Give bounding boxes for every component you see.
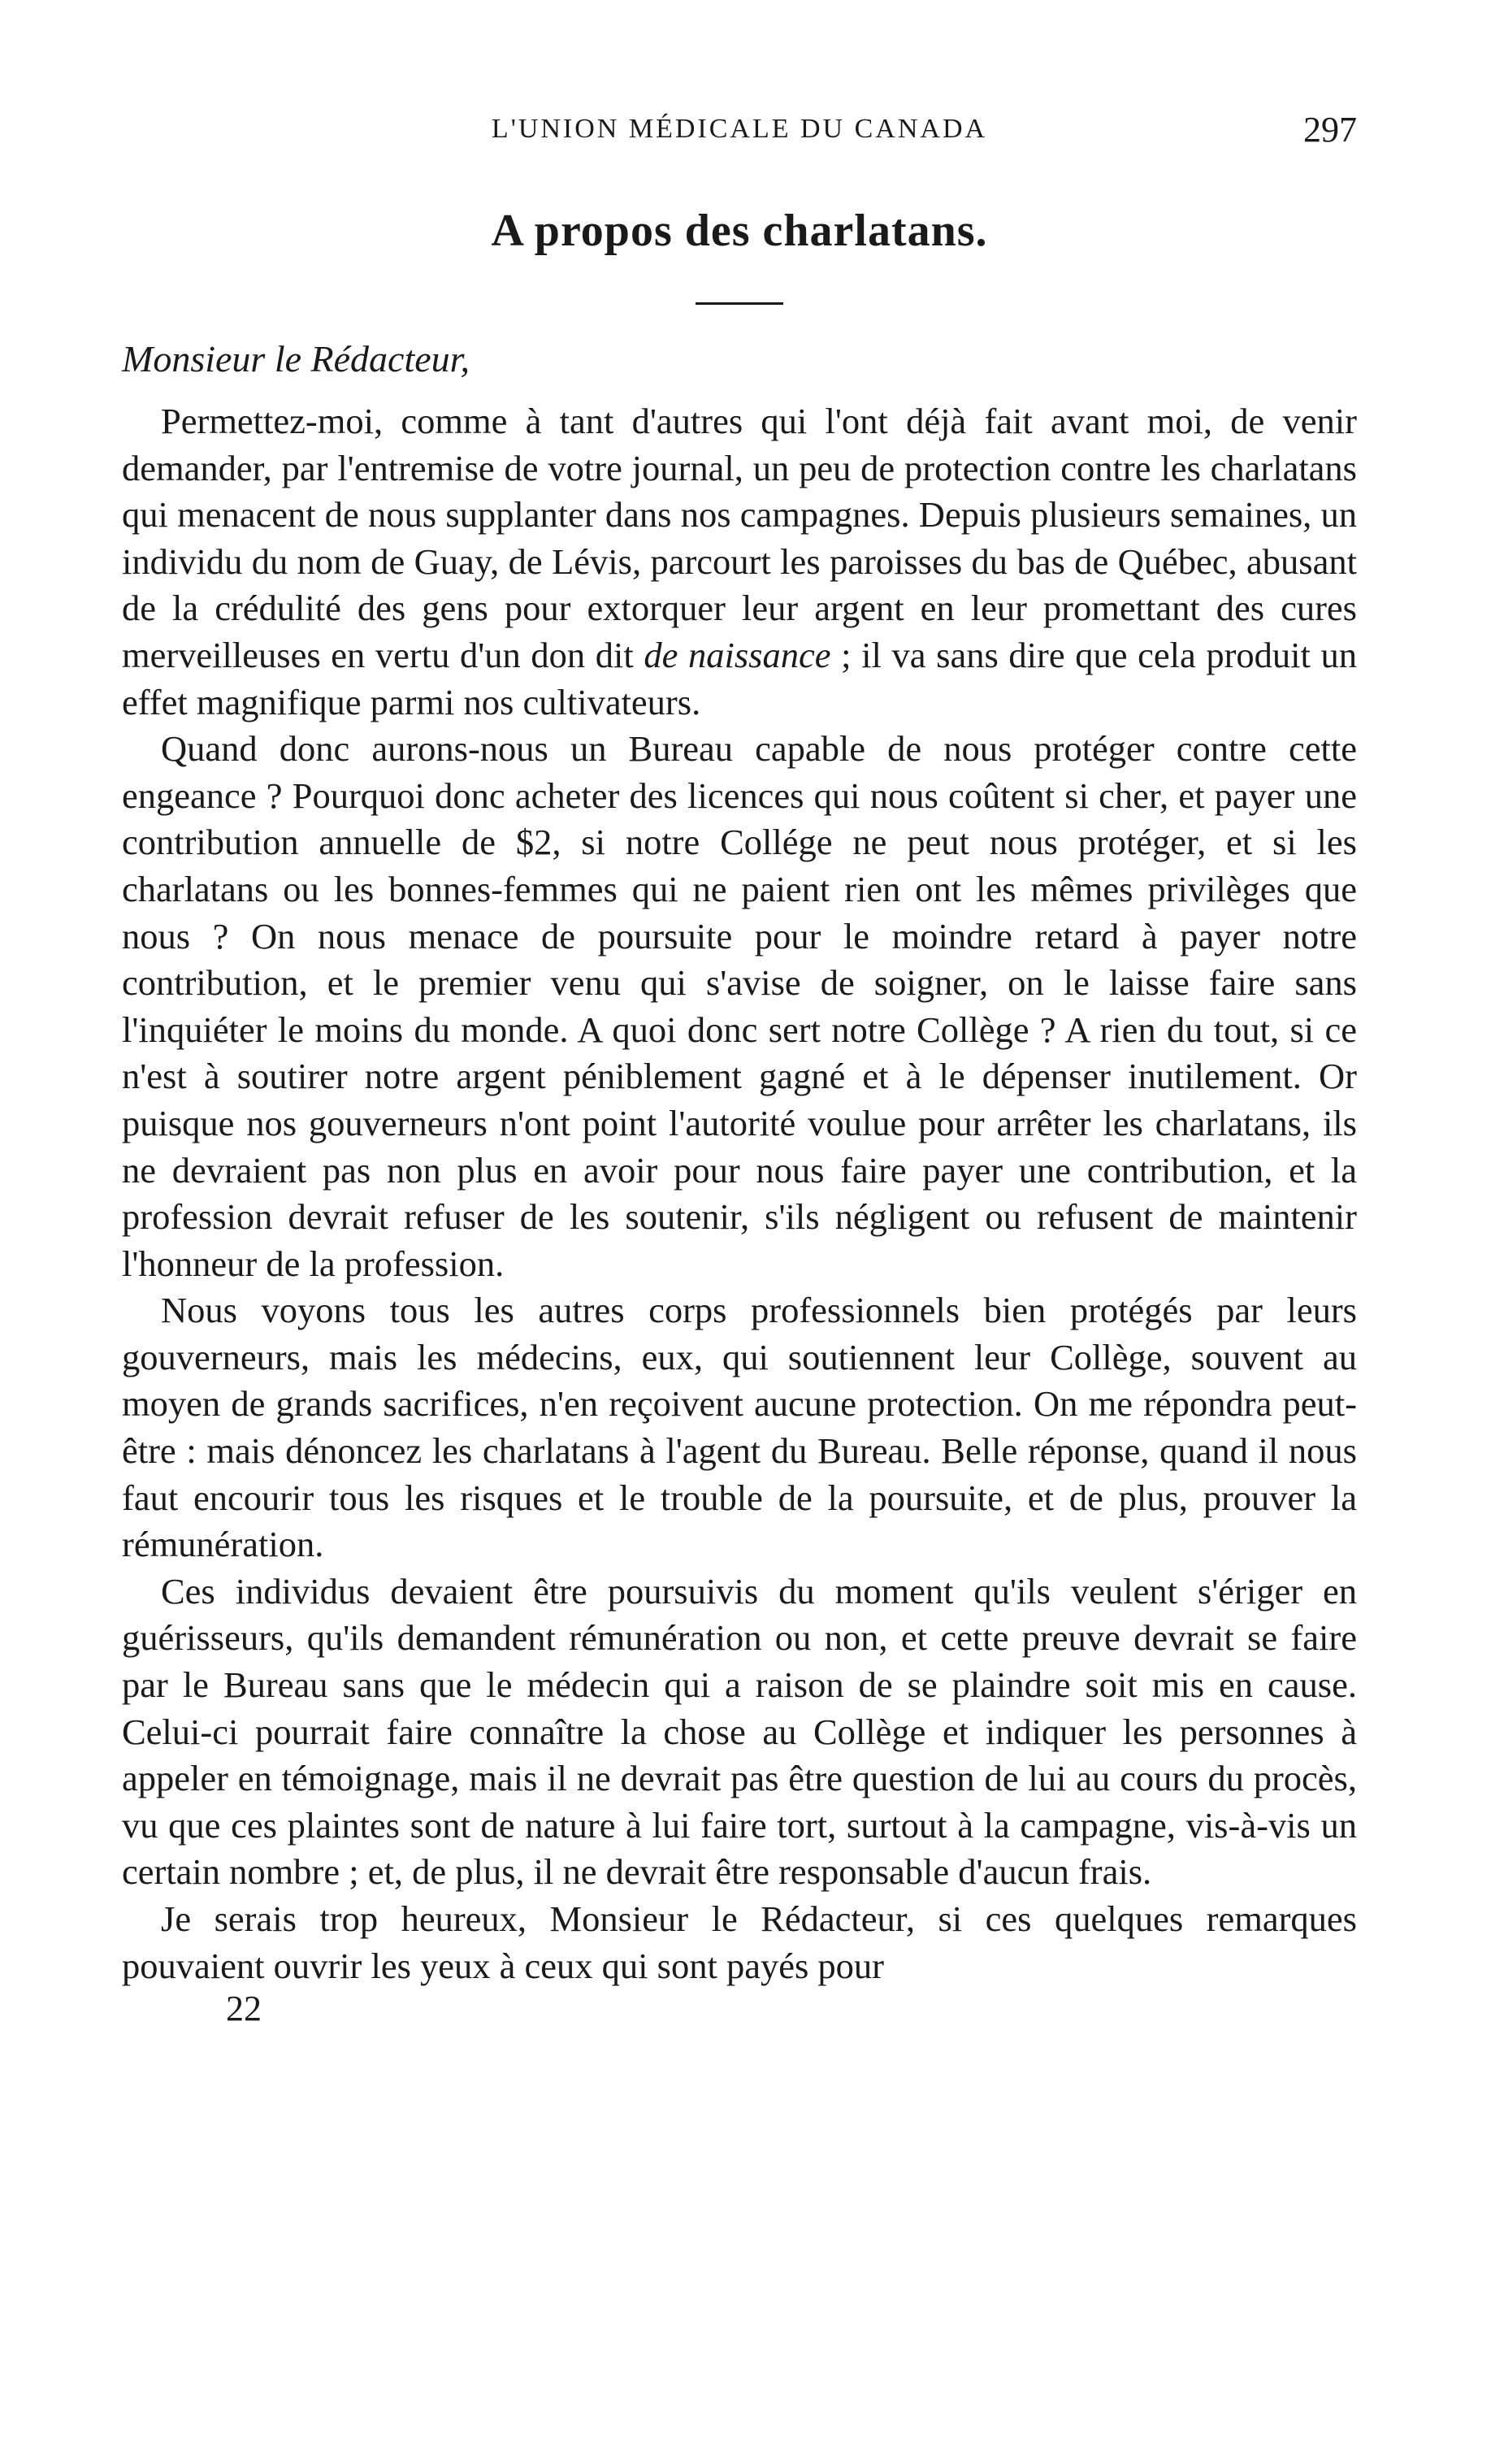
paragraph: Nous voyons tous les autres corps professionnels bien protégés par leurs gouverneurs, mais les médecins, eux, qui soutiennent leur Collège, souvent au moyen de grands sacrifices, n'en reçoivent aucune protection. On me répondra peut-être : mais dénoncez les charlatans à l'agent du Bureau. Belle réponse, quand il nous faut encourir tous les risques et le trouble de la poursuite, et de plus, prouver la rémunération. (122, 1290, 1357, 1565)
page-number: 297 (1303, 110, 1357, 150)
emphasis-text: de naissance (644, 634, 831, 675)
paragraph: Ces individus devaient être poursuivis du moment qu'ils veulent s'ériger en guérisseurs, qu'ils demandent rémunération ou non, et cette preuve devrait se faire par le Bureau sans que le médecin qui a raison de se plaindre soit mis en cause. Celui-ci pourrait faire connaître la chose au Collège et indiquer les personnes à appeler en témoignage, mais il ne devrait pas être question de lui au cours du procès, vu que ces plaintes sont de nature à lui faire tort, surtout à la campagne, vis-à-vis un certain nombre ; et, de plus, il ne devrait être responsable d'aucun frais. (122, 1570, 1357, 1893)
paragraph (122, 398, 1357, 726)
paragraph-text: ; il va sans dire que cela produit un effet magnifique parmi nos cultivateurs. (122, 634, 1358, 722)
salutation: Monsieur le Rédacteur, (122, 338, 470, 380)
paragraph: Je serais trop heureux, Monsieur le Rédacteur, si ces quelques remarques pouvaient ouvrir les yeux à ceux qui sont payés pour (122, 1898, 1357, 1986)
page (122, 110, 1358, 2029)
journal-title: L'UNION MÉDICALE DU CANADA (491, 114, 988, 144)
paragraph: Quand donc aurons-nous un Bureau capable de nous protéger contre cette engeance ? Pourquoi donc acheter des licences qui nous coûtent si cher, et payer une contribution annuelle de $2, si notre Collége ne peut nous protéger, et si les charlatans ou les bonnes-femmes qui ne paient rien ont les mêmes privilèges que nous ? On nous menace de poursuite pour le moindre retard à payer notre contribution, et le premier venu qui s'avise de soigner, on le laisse faire sans l'inquiéter le moins du monde. A quoi donc sert notre Collège ? A rien du tout, si ce n'est à soutirer notre argent péniblement gagné et à le dépenser inutilement. Or puisque nos gouverneurs n'ont point l'autorité voulue pour arrêter les charlatans, ils ne devraient pas non plus en avoir pour nous faire payer une contribution, et la profession devrait refuser de les soutenir, s'ils négligent ou refusent de maintenir l'honneur de la profession. (122, 728, 1357, 1284)
title-divider (696, 302, 783, 305)
paragraph-text: Permettez-moi, comme à tant d'autres qui l'ont déjà fait avant moi, de venir demander, par l'entremise de votre journal, un peu de protection contre les charlatans qui menacent de nous supplanter dans nos campagnes. Depuis plusieurs semaines, un individu du nom de Guay, de Lévis, parcourt les paroisses du bas de Québec, abusant de la crédulité des gens pour extorquer leur argent en leur promettant des cures merveilleuses en vertu d'un don dit (122, 401, 1357, 675)
signature-mark: 22 (226, 1989, 262, 2029)
article-title: A propos des charlatans. (491, 206, 988, 256)
article-body (122, 398, 1357, 1989)
running-head (122, 110, 1357, 163)
